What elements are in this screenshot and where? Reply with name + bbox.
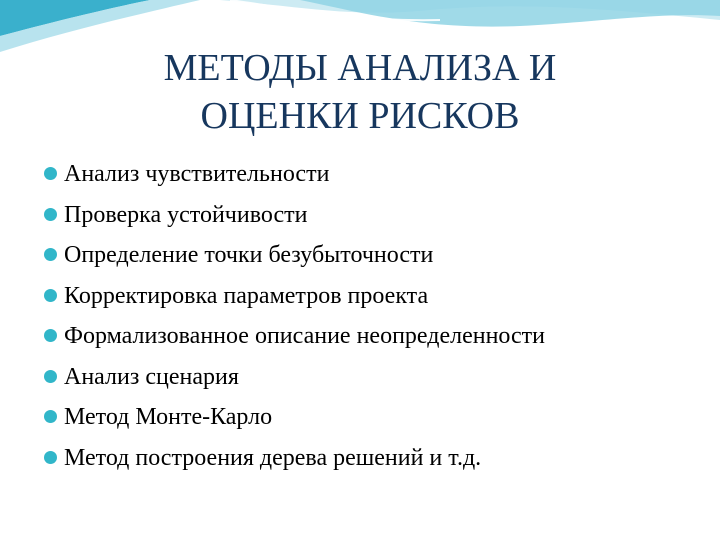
list-item — [44, 438, 694, 479]
list-item-text: Формализованное описание неопределенности — [64, 323, 546, 349]
bullet-dot-icon — [44, 208, 57, 221]
slide-title — [80, 44, 640, 140]
list-item — [44, 397, 694, 438]
bullet-dot-icon — [44, 289, 57, 302]
list-item-text: Метод Монте-Карло — [64, 404, 273, 430]
list-item — [44, 154, 694, 195]
title-line-1: МЕТОДЫ АНАЛИЗА И — [163, 47, 557, 89]
bullet-dot-icon — [44, 370, 57, 383]
bullet-dot-icon — [44, 248, 57, 261]
list-item — [44, 195, 694, 236]
list-item — [44, 276, 694, 317]
bullet-dot-icon — [44, 410, 57, 423]
list-item-text: Метод построения дерева решений и т.д. — [64, 444, 482, 471]
list-item-text: Анализ сценария — [64, 363, 239, 390]
bullet-list — [44, 154, 694, 478]
list-item-text: Определение точки безубыточности — [64, 242, 434, 268]
list-item-text: Анализ чувствительности — [64, 161, 330, 187]
bullet-dot-icon — [44, 167, 57, 180]
bullet-dot-icon — [44, 451, 57, 464]
title-line-2: ОЦЕНКИ РИСКОВ — [200, 95, 520, 137]
list-item — [44, 357, 694, 398]
bullet-dot-icon — [44, 329, 57, 342]
list-item — [44, 235, 694, 276]
list-item-text: Проверка устойчивости — [64, 201, 308, 228]
list-item-text: Корректировка параметров проекта — [64, 282, 429, 309]
list-item — [44, 316, 694, 357]
